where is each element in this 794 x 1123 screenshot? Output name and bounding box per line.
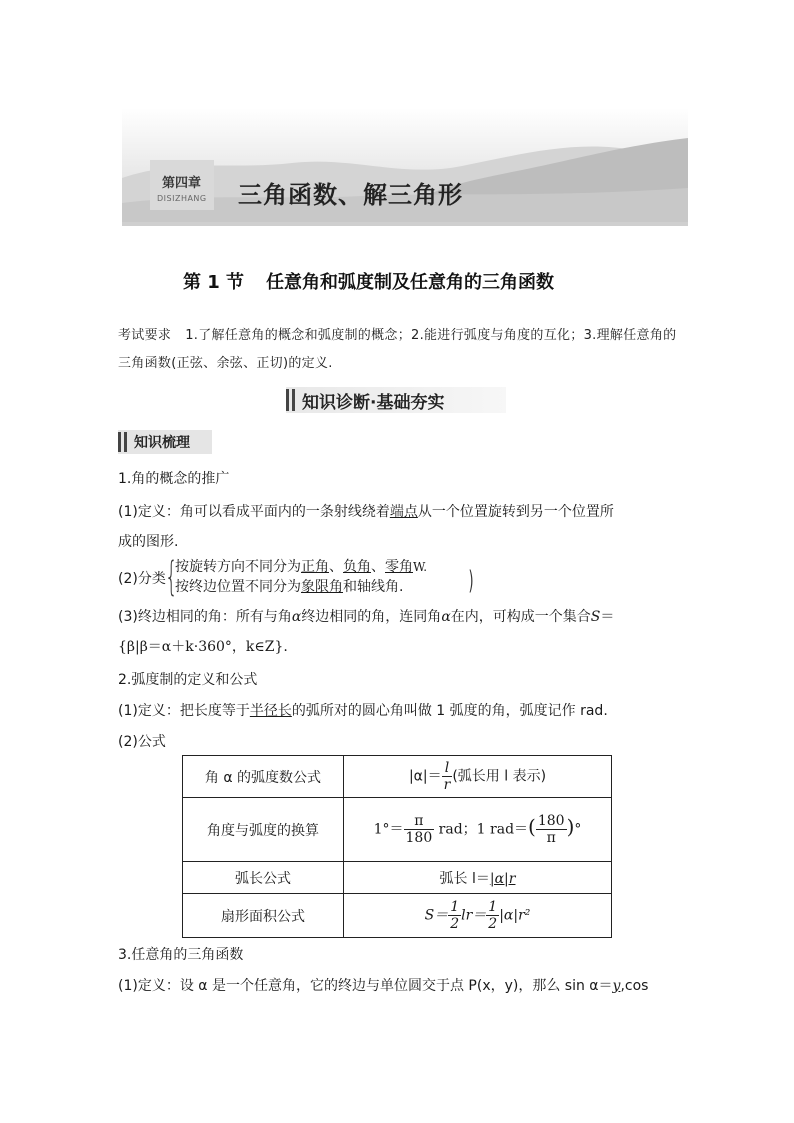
classification-line1: 按旋转方向不同分为正角、负角、零角W. (175, 559, 428, 575)
right-brace: ) (468, 566, 474, 596)
exam-requirements (118, 322, 684, 378)
diagnosis-heading (286, 387, 506, 413)
section-title (183, 268, 554, 294)
table-cell-formula: S＝ $\frac{1}{2}$ lr＝ $\frac{1}{2}$ |α|r² (344, 894, 612, 938)
banner-divider (122, 222, 688, 226)
blank-negative-angle: 负角 (343, 559, 371, 575)
coterminal-set: {β|β＝α＋k·360°，k∈Z}. (118, 639, 288, 655)
table-cell-formula: |α|＝ $\frac{l}{r}$ (弧长用 l 表示) (344, 756, 612, 798)
knowledge-heading-text: 知识梳理 (134, 435, 190, 451)
table-cell-label: 扇形面积公式 (183, 894, 344, 938)
blank-arc-length: |α|r (489, 870, 516, 887)
chapter-title: 三角函数、解三角形 (238, 181, 463, 209)
table-row (183, 894, 612, 938)
chapter-pinyin: DISIZHANG (157, 194, 207, 203)
heading-trig-functions: 3.任意角的三角函数 (118, 947, 244, 963)
trig-definition: (1)定义：设 α 是一个任意角，它的终边与单位圆交于点 P(x，y)，那么 sin α＝y,cos (118, 978, 649, 994)
coterminal-line1: (3)终边相同的角：所有与角α终边相同的角，连同角α在内，可构成一个集合S＝ (118, 609, 615, 625)
chapter-label: 第四章 (162, 176, 202, 191)
table-cell-label: 角 α 的弧度数公式 (183, 756, 344, 798)
section-name: 任意角和弧度制及任意角的三角函数 (266, 272, 555, 293)
table-cell-formula: 1°＝ $\frac{\pi}{180}$ rad；1 rad＝( $\frac{180}{\pi}$ )° (344, 798, 612, 862)
classification-label: (2)分类 (118, 571, 166, 587)
angle-definition-line1: (1)定义：角可以看成平面内的一条射线绕着端点从一个位置旋转到另一个位置所 (118, 504, 614, 520)
knowledge-heading (118, 430, 212, 454)
formula-label: (2)公式 (118, 734, 166, 750)
table-row (183, 756, 612, 798)
blank-y: y (612, 978, 621, 994)
table-row (183, 798, 612, 862)
blank-quadrant-angle: 象限角 (301, 579, 343, 595)
table-cell-formula: 弧长 l＝|α|r (344, 862, 612, 894)
section-number: 第 1 节 (183, 272, 245, 293)
requirements-label: 考试要求 (118, 328, 172, 343)
heading-angle-concept: 1.角的概念的推广 (118, 471, 230, 487)
table-cell-label: 角度与弧度的换算 (183, 798, 344, 862)
heading-radian: 2.弧度制的定义和公式 (118, 672, 258, 688)
left-brace: { (165, 554, 178, 600)
radian-definition: (1)定义：把长度等于半径长的弧所对的圆心角叫做 1 弧度的角，弧度记作 rad. (118, 703, 608, 719)
table-row (183, 862, 612, 894)
angle-definition-line2: 成的图形. (118, 534, 179, 550)
blank-zero-angle: 零角 (385, 559, 413, 575)
blank-endpoint: 端点 (389, 504, 418, 520)
formula-table (182, 755, 612, 938)
blank-positive-angle: 正角 (301, 559, 329, 575)
classification-line2: 按终边位置不同分为象限角和轴线角. (175, 579, 404, 595)
blank-radius-length: 半径长 (249, 703, 292, 719)
requirements-text: 1.了解任意角的概念和弧度制的概念；2.能进行弧度与角度的互化；3.理解任意角的三角函数(正弦、余弦、正切)的定义. (118, 328, 677, 371)
table-cell-label: 弧长公式 (183, 862, 344, 894)
diagnosis-heading-text: 知识诊断·基础夯实 (302, 393, 445, 413)
